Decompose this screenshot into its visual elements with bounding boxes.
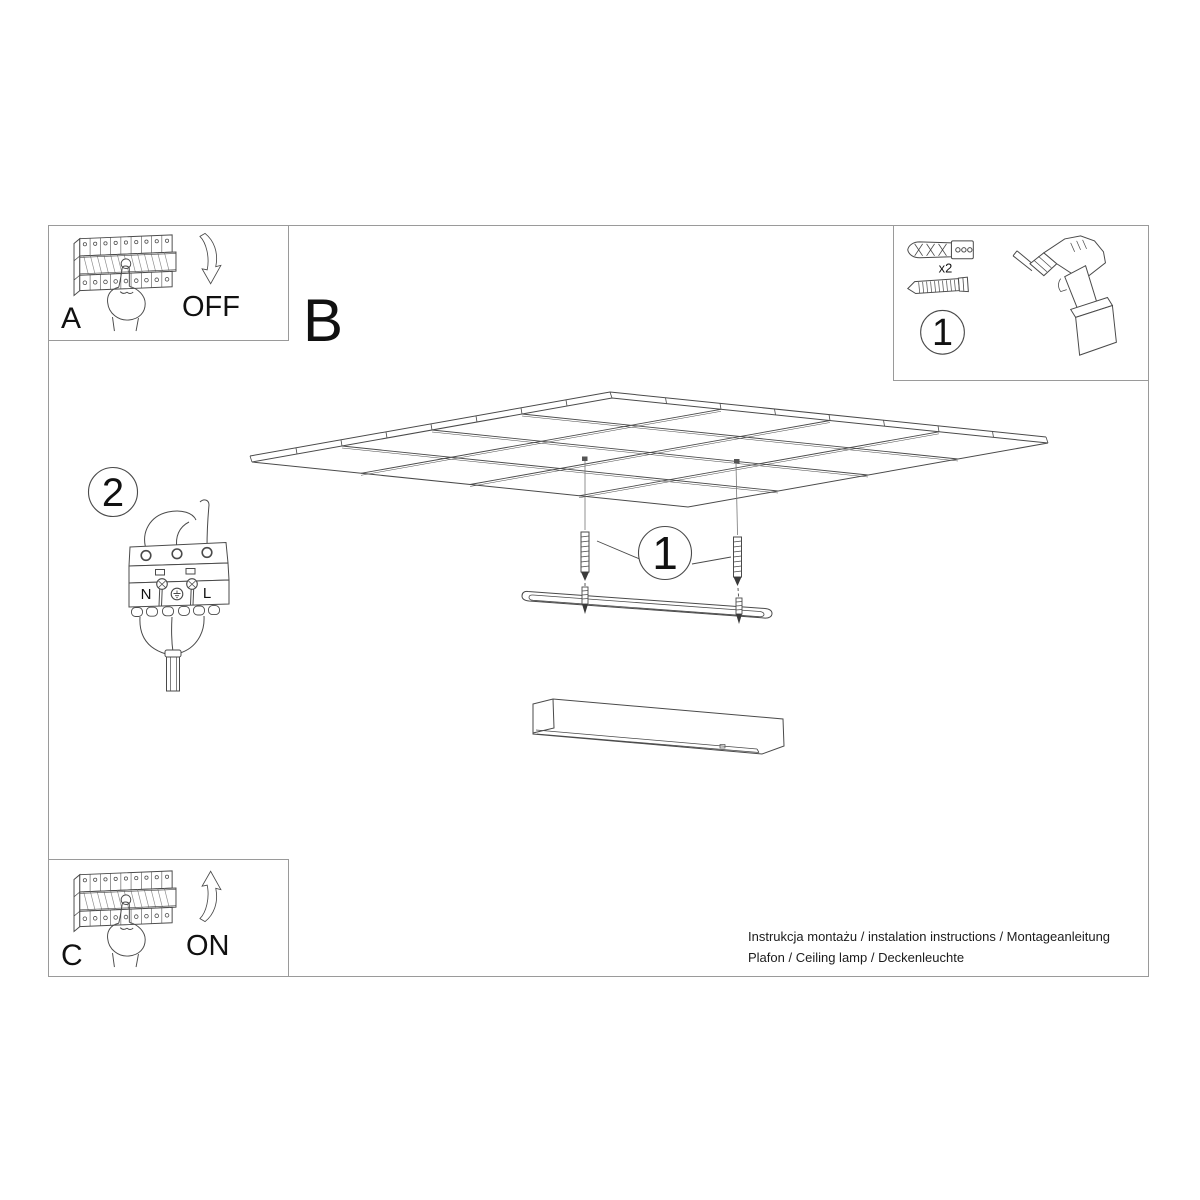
- parts-illustration: [894, 225, 1148, 379]
- panel-a-label: A: [61, 302, 82, 335]
- screw-icon: [908, 277, 969, 293]
- step-2-badge: [89, 468, 138, 517]
- panel-c-label: C: [61, 939, 83, 972]
- circuit-breaker-icon: [74, 871, 176, 967]
- terminal-n-label: N: [140, 586, 152, 603]
- wiring-step-illustration: [80, 460, 240, 700]
- drill-icon: [1013, 236, 1116, 355]
- panel-a: [48, 225, 289, 341]
- footer-text: [748, 926, 1110, 968]
- parts-step-badge: [921, 310, 965, 354]
- anchor-quantity-label: x2: [938, 260, 953, 276]
- arrow-up-icon: [200, 871, 221, 921]
- breaker-on-illustration: [48, 860, 288, 975]
- switch-off-label: OFF: [182, 291, 240, 323]
- footer-line-1: Instrukcja montażu / instalation instructions / Montageanleitung: [748, 929, 1111, 944]
- wall-plug-icon: [908, 241, 974, 259]
- terminal-l-label: L: [202, 585, 212, 602]
- switch-on-label: ON: [186, 930, 230, 962]
- step-2-number: 2: [101, 471, 125, 515]
- panel-c: [48, 859, 289, 976]
- mounting-bracket-drawing: [522, 591, 772, 618]
- step-1-number: 1: [652, 527, 678, 579]
- arrow-down-icon: [200, 233, 221, 283]
- lamp-fixture-drawing: [533, 699, 784, 754]
- mounting-diagram: [240, 390, 1070, 770]
- parts-box: [893, 225, 1148, 381]
- breaker-off-illustration: [48, 225, 288, 339]
- footer-line-2: Plafon / Ceiling lamp / Deckenleuchte: [748, 950, 965, 965]
- parts-step-number: 1: [932, 311, 954, 354]
- step-1-callout: [597, 527, 731, 580]
- circuit-breaker-icon: [74, 235, 176, 331]
- ceiling-grid-drawing: [250, 392, 1048, 507]
- section-b-label: B: [303, 287, 344, 354]
